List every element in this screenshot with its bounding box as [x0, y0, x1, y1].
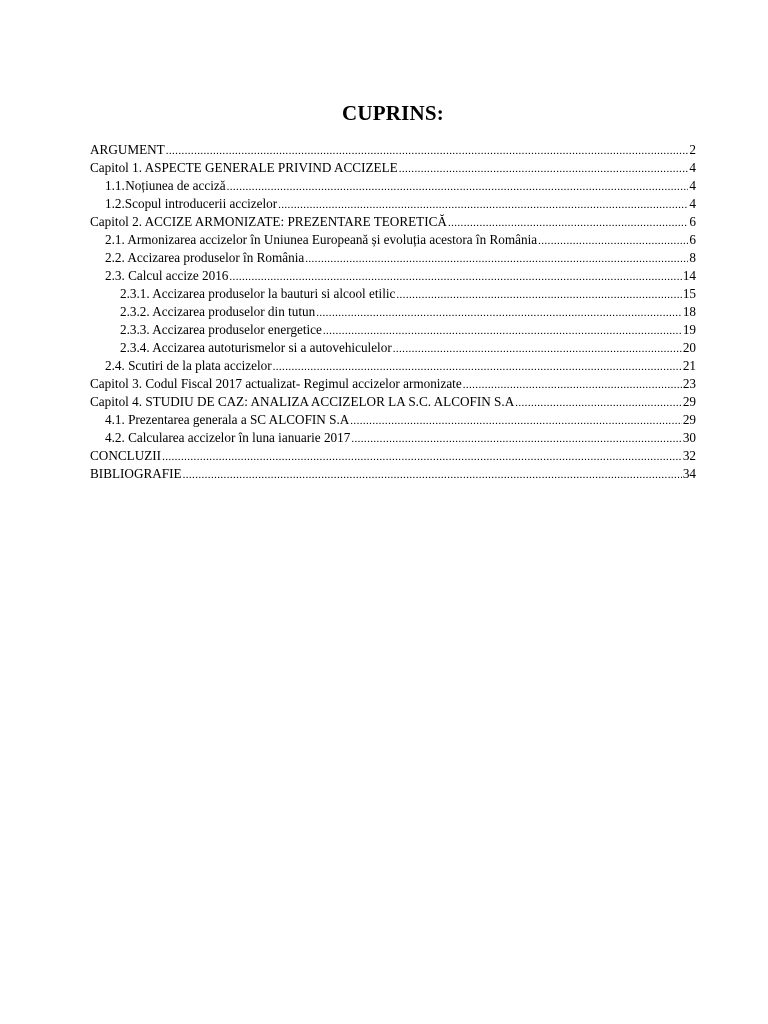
dot-leader — [278, 196, 688, 214]
table-of-contents — [90, 141, 696, 483]
toc-entry-text: 2.3.1. Accizarea produselor la bauturi si alcool etilic — [120, 286, 396, 301]
toc-entry-text: 2.4. Scutiri de la plata accizelor — [105, 358, 272, 373]
toc-entry-text: 4.1. Prezentarea generala a SC ALCOFIN S.A — [105, 412, 350, 427]
dot-leader — [393, 340, 682, 358]
toc-entry-2-3-4[interactable] — [90, 339, 696, 357]
dot-leader — [463, 376, 682, 394]
toc-entry-chapter-3[interactable] — [90, 375, 696, 393]
toc-entry-2-4[interactable] — [90, 357, 696, 375]
toc-entry-text: Capitol 2. ACCIZE ARMONIZATE: PREZENTARE TEORETICĂ — [90, 214, 447, 229]
toc-entry-2-3-1[interactable] — [90, 285, 696, 303]
dot-leader — [273, 358, 682, 376]
toc-entry-text: Capitol 4. STUDIU DE CAZ: ANALIZA ACCIZELOR LA S.C. ALCOFIN S.A — [90, 394, 515, 409]
toc-page-number: 4 — [689, 160, 696, 175]
toc-page-number: 8 — [689, 250, 696, 265]
toc-page-number: 4 — [689, 196, 696, 211]
toc-entry-number: 1.2. — [105, 196, 125, 211]
toc-entry-2-3-2[interactable] — [90, 303, 696, 321]
toc-entry-text: 2.3. Calcul accize 2016 — [105, 268, 229, 283]
toc-entry-text: ARGUMENT — [90, 142, 165, 157]
toc-entry-concluzii[interactable] — [90, 447, 696, 465]
page-title: CUPRINS: — [342, 101, 444, 125]
dot-leader — [229, 268, 681, 286]
toc-page-number: 6 — [689, 232, 696, 247]
toc-entry-argument[interactable] — [90, 141, 696, 159]
toc-page-number: 4 — [689, 178, 696, 193]
toc-entry-text: Noțiunea de acciză — [125, 178, 226, 193]
toc-entry-2-3-3[interactable] — [90, 321, 696, 339]
dot-leader — [183, 466, 682, 484]
toc-entry-text: 2.3.4. Accizarea autoturismelor si a autovehiculelor — [120, 340, 392, 355]
dot-leader — [350, 412, 682, 430]
toc-page-number: 29 — [682, 394, 696, 409]
toc-page-number: 15 — [682, 286, 696, 301]
toc-entry-4-1[interactable] — [90, 411, 696, 429]
dot-leader — [515, 394, 682, 412]
dot-leader — [396, 286, 681, 304]
toc-page-number: 20 — [682, 340, 696, 355]
toc-entry-text: 2.3.3. Accizarea produselor energetice — [120, 322, 322, 337]
toc-page-number: 19 — [682, 322, 696, 337]
toc-entry-2-3[interactable] — [90, 267, 696, 285]
toc-entry-text: 2.3.2. Accizarea produselor din tutun — [120, 304, 316, 319]
toc-entry-text: BIBLIOGRAFIE — [90, 466, 182, 481]
toc-entry-2-2[interactable] — [90, 249, 696, 267]
toc-entry-1-1[interactable] — [90, 177, 696, 195]
toc-page-number: 32 — [682, 448, 696, 463]
dot-leader — [399, 160, 689, 178]
toc-page-number: 23 — [682, 376, 696, 391]
dot-leader — [162, 448, 682, 466]
toc-entry-text: 2.2. Accizarea produselor în România — [105, 250, 305, 265]
dot-leader — [316, 304, 682, 322]
toc-entry-text: 4.2. Calcularea accizelor în luna ianuarie 2017 — [105, 430, 351, 445]
toc-entry-chapter-1[interactable] — [90, 159, 696, 177]
toc-page-number: 30 — [682, 430, 696, 445]
dot-leader — [227, 178, 689, 196]
toc-entry-2-1[interactable] — [90, 231, 696, 249]
toc-page-number: 6 — [689, 214, 696, 229]
toc-entry-4-2[interactable] — [90, 429, 696, 447]
toc-page-number: 2 — [689, 142, 696, 157]
toc-page-number: 21 — [682, 358, 696, 373]
toc-entry-chapter-4[interactable] — [90, 393, 696, 411]
dot-leader — [305, 250, 688, 268]
toc-entry-number: 1.1. — [105, 178, 125, 193]
toc-entry-chapter-2[interactable] — [90, 213, 696, 231]
toc-entry-text: 2.1. Armonizarea accizelor în Uniunea Europeană și evoluția acestora în România — [105, 232, 538, 247]
dot-leader — [448, 214, 688, 232]
toc-page-number: 14 — [682, 268, 696, 283]
toc-page-number: 34 — [682, 466, 696, 481]
dot-leader — [166, 142, 689, 160]
toc-entry-text: Scopul introducerii accizelor — [124, 196, 278, 211]
toc-page-number: 29 — [682, 412, 696, 427]
dot-leader — [538, 232, 688, 250]
toc-entry-bibliografie[interactable] — [90, 465, 696, 483]
toc-entry-text: Capitol 3. Codul Fiscal 2017 actualizat- Regimul accizelor armonizate — [90, 376, 462, 391]
toc-entry-1-2[interactable] — [90, 195, 696, 213]
dot-leader — [323, 322, 682, 340]
toc-page-number: 18 — [682, 304, 696, 319]
toc-entry-text: Capitol 1. ASPECTE GENERALE PRIVIND ACCIZELE — [90, 160, 398, 175]
dot-leader — [351, 430, 681, 448]
toc-entry-text: CONCLUZII — [90, 448, 162, 463]
